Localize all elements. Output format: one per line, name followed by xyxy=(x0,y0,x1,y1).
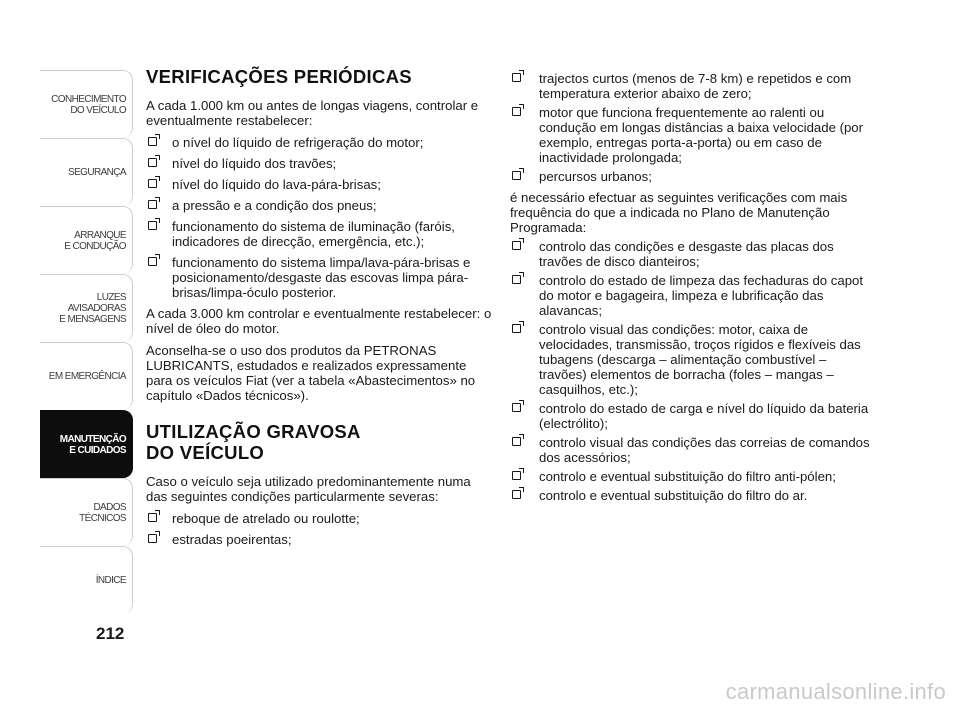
checkbox-icon xyxy=(148,137,157,146)
tab-label: EM EMERGÊNCIA xyxy=(48,371,126,382)
oil-check-paragraph: A cada 3.000 km controlar e eventualmente restabelecer: o nível de óleo do motor. xyxy=(146,306,492,336)
checkbox-icon xyxy=(512,171,521,180)
list-item-text: controlo das condições e desgaste das placas dos travões de disco dianteiros; xyxy=(539,239,834,269)
tab-luzes[interactable] xyxy=(40,274,133,342)
checkbox-icon xyxy=(148,534,157,543)
list-item-text: percursos urbanos; xyxy=(539,169,652,184)
list-item-text: nível do líquido do lava-pára-brisas; xyxy=(172,177,381,192)
right-column xyxy=(510,71,870,509)
tab-label: ÍNDICE xyxy=(95,575,126,586)
list-item-text: funcionamento do sistema limpa/lava-pára-brisas e posicionamento/desgaste das escovas limpa pára-brisas/limpa-óculo posterior. xyxy=(172,255,471,300)
tab-label: LUZES AVISADORAS E MENSAGENS xyxy=(59,292,126,325)
list-item-text: reboque de atrelado ou roulotte; xyxy=(172,511,360,526)
list-item xyxy=(510,273,870,318)
checkbox-icon xyxy=(512,73,521,82)
petronas-paragraph: Aconselha-se o uso dos produtos da PETRONAS LUBRICANTS, estudados e realizados expressamente para os veículos Fiat (ver a tabela «Abastecimentos» no capítulo «Dados técnicos»). xyxy=(146,343,476,403)
tab-label: MANUTENÇÃO E CUIDADOS xyxy=(59,433,126,456)
frequency-paragraph: é necessário efectuar as seguintes verificações com mais frequência do que a indicada no Plano de Manutenção Programada: xyxy=(510,190,848,235)
title-line: DO VEÍCULO xyxy=(146,442,265,463)
list-item-text: controlo e eventual substituição do filtro anti-pólen; xyxy=(539,469,836,484)
list-item xyxy=(510,169,870,184)
tab-label: CONHECIMENTO DO VEÍCULO xyxy=(51,93,126,116)
tab-manutencao[interactable] xyxy=(40,410,133,478)
tab-dados-tecnicos[interactable] xyxy=(40,478,133,546)
periodic-checks-list xyxy=(146,135,494,300)
watermark: carmanualsonline.info xyxy=(725,679,946,704)
list-item-text: funcionamento do sistema de iluminação (faróis, indicadores de direcção, emergência, etc.); xyxy=(172,219,455,249)
tab-seguranca[interactable] xyxy=(40,138,133,206)
checkbox-icon xyxy=(512,241,521,250)
checkbox-icon xyxy=(512,324,521,333)
list-item xyxy=(510,401,870,431)
tab-conhecimento[interactable] xyxy=(40,70,133,138)
list-item xyxy=(510,435,870,465)
tab-emergencia[interactable] xyxy=(40,342,133,410)
list-item-text: nível do líquido dos travões; xyxy=(172,156,337,171)
checkbox-icon xyxy=(148,158,157,167)
checkbox-icon xyxy=(148,200,157,209)
list-item xyxy=(510,469,870,484)
severe-conditions-list-cont xyxy=(510,71,870,184)
list-item xyxy=(510,71,870,101)
list-item xyxy=(510,105,870,165)
title-line: UTILIZAÇÃO GRAVOSA xyxy=(146,421,361,442)
checkbox-icon xyxy=(512,490,521,499)
left-column xyxy=(146,66,494,553)
section-title-utilizacao xyxy=(146,421,494,463)
checkbox-icon xyxy=(148,257,157,266)
list-item xyxy=(146,255,494,300)
checkbox-icon xyxy=(512,403,521,412)
severe-conditions-list xyxy=(146,511,494,547)
checkbox-icon xyxy=(148,513,157,522)
page-number: 212 xyxy=(96,624,125,643)
checkbox-icon xyxy=(512,275,521,284)
list-item xyxy=(146,135,494,150)
tab-arranque[interactable] xyxy=(40,206,133,274)
list-item-text: controlo do estado de limpeza das fechaduras do capot do motor e bagageira, limpeza e lubrificação das alavancas; xyxy=(539,273,864,318)
section-title-verificacoes: VERIFICAÇÕES PERIÓDICAS xyxy=(146,66,412,87)
checkbox-icon xyxy=(512,471,521,480)
frequent-checks-list xyxy=(510,239,870,503)
list-item-text: controlo e eventual substituição do filtro do ar. xyxy=(539,488,808,503)
tab-label: DADOS TÉCNICOS xyxy=(79,501,126,524)
tab-indice[interactable] xyxy=(40,546,133,614)
list-item xyxy=(146,177,494,192)
list-item-text: a pressão e a condição dos pneus; xyxy=(172,198,377,213)
list-item xyxy=(146,156,494,171)
list-item-text: controlo visual das condições: motor, caixa de velocidades, transmissão, troços rígidos e flexíveis das tubagens (descarga – alimentação combustível – travões) elementos de borracha (foles – mangas – casquilhos, etc.); xyxy=(539,322,861,397)
list-item-text: controlo do estado de carga e nível do líquido da bateria (electrólito); xyxy=(539,401,869,431)
list-item xyxy=(146,532,494,547)
list-item-text: trajectos curtos (menos de 7-8 km) e repetidos e com temperatura exterior abaixo de zero; xyxy=(539,71,852,101)
chapter-tabs xyxy=(40,70,133,614)
list-item xyxy=(146,511,494,526)
list-item xyxy=(146,219,494,249)
list-item-text: motor que funciona frequentemente ao ralenti ou condução em longas distâncias a baixa velocidade (por exemplo, entregas porta-a-porta) ou em caso de inactividade prolongada; xyxy=(539,105,864,165)
severe-use-paragraph: Caso o veículo seja utilizado predominantemente numa das seguintes condições particularmente severas: xyxy=(146,474,471,504)
checkbox-icon xyxy=(512,107,521,116)
checkbox-icon xyxy=(148,179,157,188)
list-item xyxy=(146,198,494,213)
list-item xyxy=(510,488,870,503)
tab-label: SEGURANÇA xyxy=(68,167,126,178)
list-item xyxy=(510,322,870,397)
list-item-text: estradas poeirentas; xyxy=(172,532,292,547)
tab-label: ARRANQUE E CONDUÇÃO xyxy=(64,229,126,252)
list-item xyxy=(510,239,870,269)
list-item-text: controlo visual das condições das correias de comandos dos acessórios; xyxy=(539,435,870,465)
intro-paragraph: A cada 1.000 km ou antes de longas viagens, controlar e eventualmente restabelecer: xyxy=(146,98,479,128)
checkbox-icon xyxy=(148,221,157,230)
list-item-text: o nível do líquido de refrigeração do motor; xyxy=(172,135,424,150)
checkbox-icon xyxy=(512,437,521,446)
